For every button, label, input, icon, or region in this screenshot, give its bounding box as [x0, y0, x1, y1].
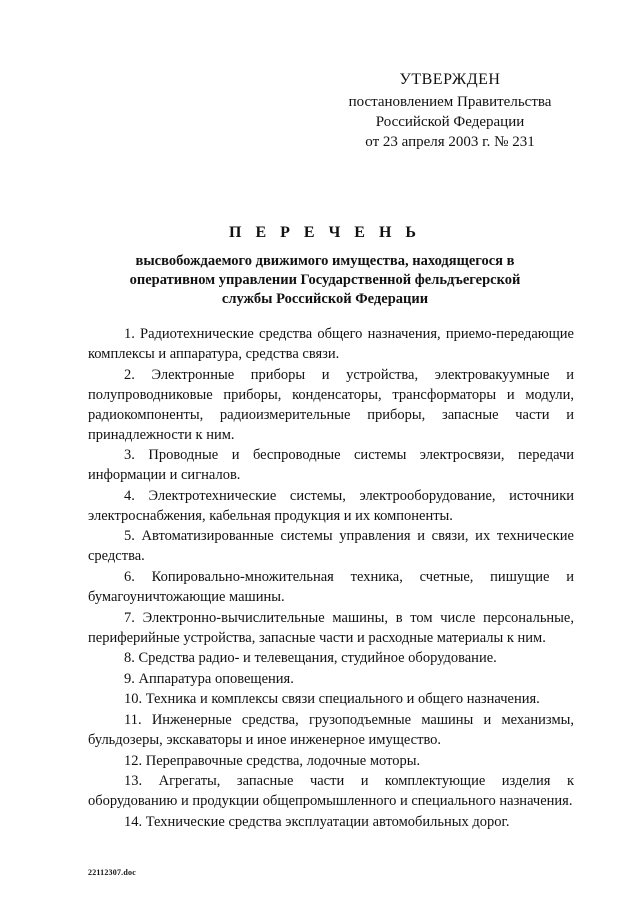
subtitle-line-3: службы Российской Федерации: [221, 291, 429, 307]
list-item: 5. Автоматизированные системы управления и связи, их технические средства.: [88, 528, 574, 565]
items-list: [88, 324, 574, 832]
approval-line-1: постановлением Правительства: [348, 94, 552, 110]
list-item: 12. Переправочные средства, лодочные моторы.: [124, 752, 421, 769]
list-item: 7. Электронно-вычислительные машины, в том числе персональные, периферийные устройства, запасные части и расходные материалы к ним.: [88, 609, 574, 646]
list-item: 2. Электронные приборы и устройства, электровакуумные и полупроводниковые приборы, конденсаторы, трансформаторы и модули, радиокомпоненты, радиоизмерительные приборы, запасные части и принадлежности к ним.: [88, 366, 574, 443]
list-item: 4. Электротехнические системы, электрооборудование, источники электроснабжения, кабельная продукция и их компоненты.: [88, 487, 574, 524]
approval-block: [330, 70, 570, 152]
list-item: 8. Средства радио- и телевещания, студийное оборудование.: [124, 650, 497, 667]
approval-line-3: от 23 апреля 2003 г. № 231: [365, 134, 535, 150]
list-item: 13. Агрегаты, запасные части и комплектующие изделия к оборудованию и продукции общепромышленного и специального назначения.: [88, 773, 574, 810]
document-subtitle: [90, 252, 560, 309]
file-name-footer: 22112307.doc: [88, 868, 136, 877]
list-item: 1. Радиотехнические средства общего назначения, приемо-передающие комплексы и аппаратура, средства связи.: [88, 326, 574, 362]
approved-label: УТВЕРЖДЕН: [399, 71, 501, 88]
list-item: 9. Аппаратура оповещения.: [124, 670, 294, 687]
document-title: П Е Р Е Ч Е Н Ь: [229, 224, 421, 241]
list-item: 3. Проводные и беспроводные системы электросвязи, передачи информации и сигналов.: [88, 447, 574, 484]
subtitle-line-2: оперативном управлении Государственной фельдъегерской: [129, 272, 521, 288]
subtitle-line-1: высвобождаемого движимого имущества, находящегося в: [135, 253, 515, 269]
document-heading: [90, 224, 560, 309]
approval-line-2: Российской Федерации: [375, 114, 525, 130]
list-item: 6. Копировально-множительная техника, счетные, пишущие и бумагоуничтожающие машины.: [88, 568, 574, 605]
list-item: 14. Технические средства эксплуатации автомобильных дорог.: [124, 813, 510, 830]
list-item: 10. Техника и комплексы связи специального и общего назначения.: [124, 691, 540, 708]
list-item: 11. Инженерные средства, грузоподъемные машины и механизмы, бульдозеры, экскаваторы и иное инженерное имущество.: [88, 711, 574, 748]
